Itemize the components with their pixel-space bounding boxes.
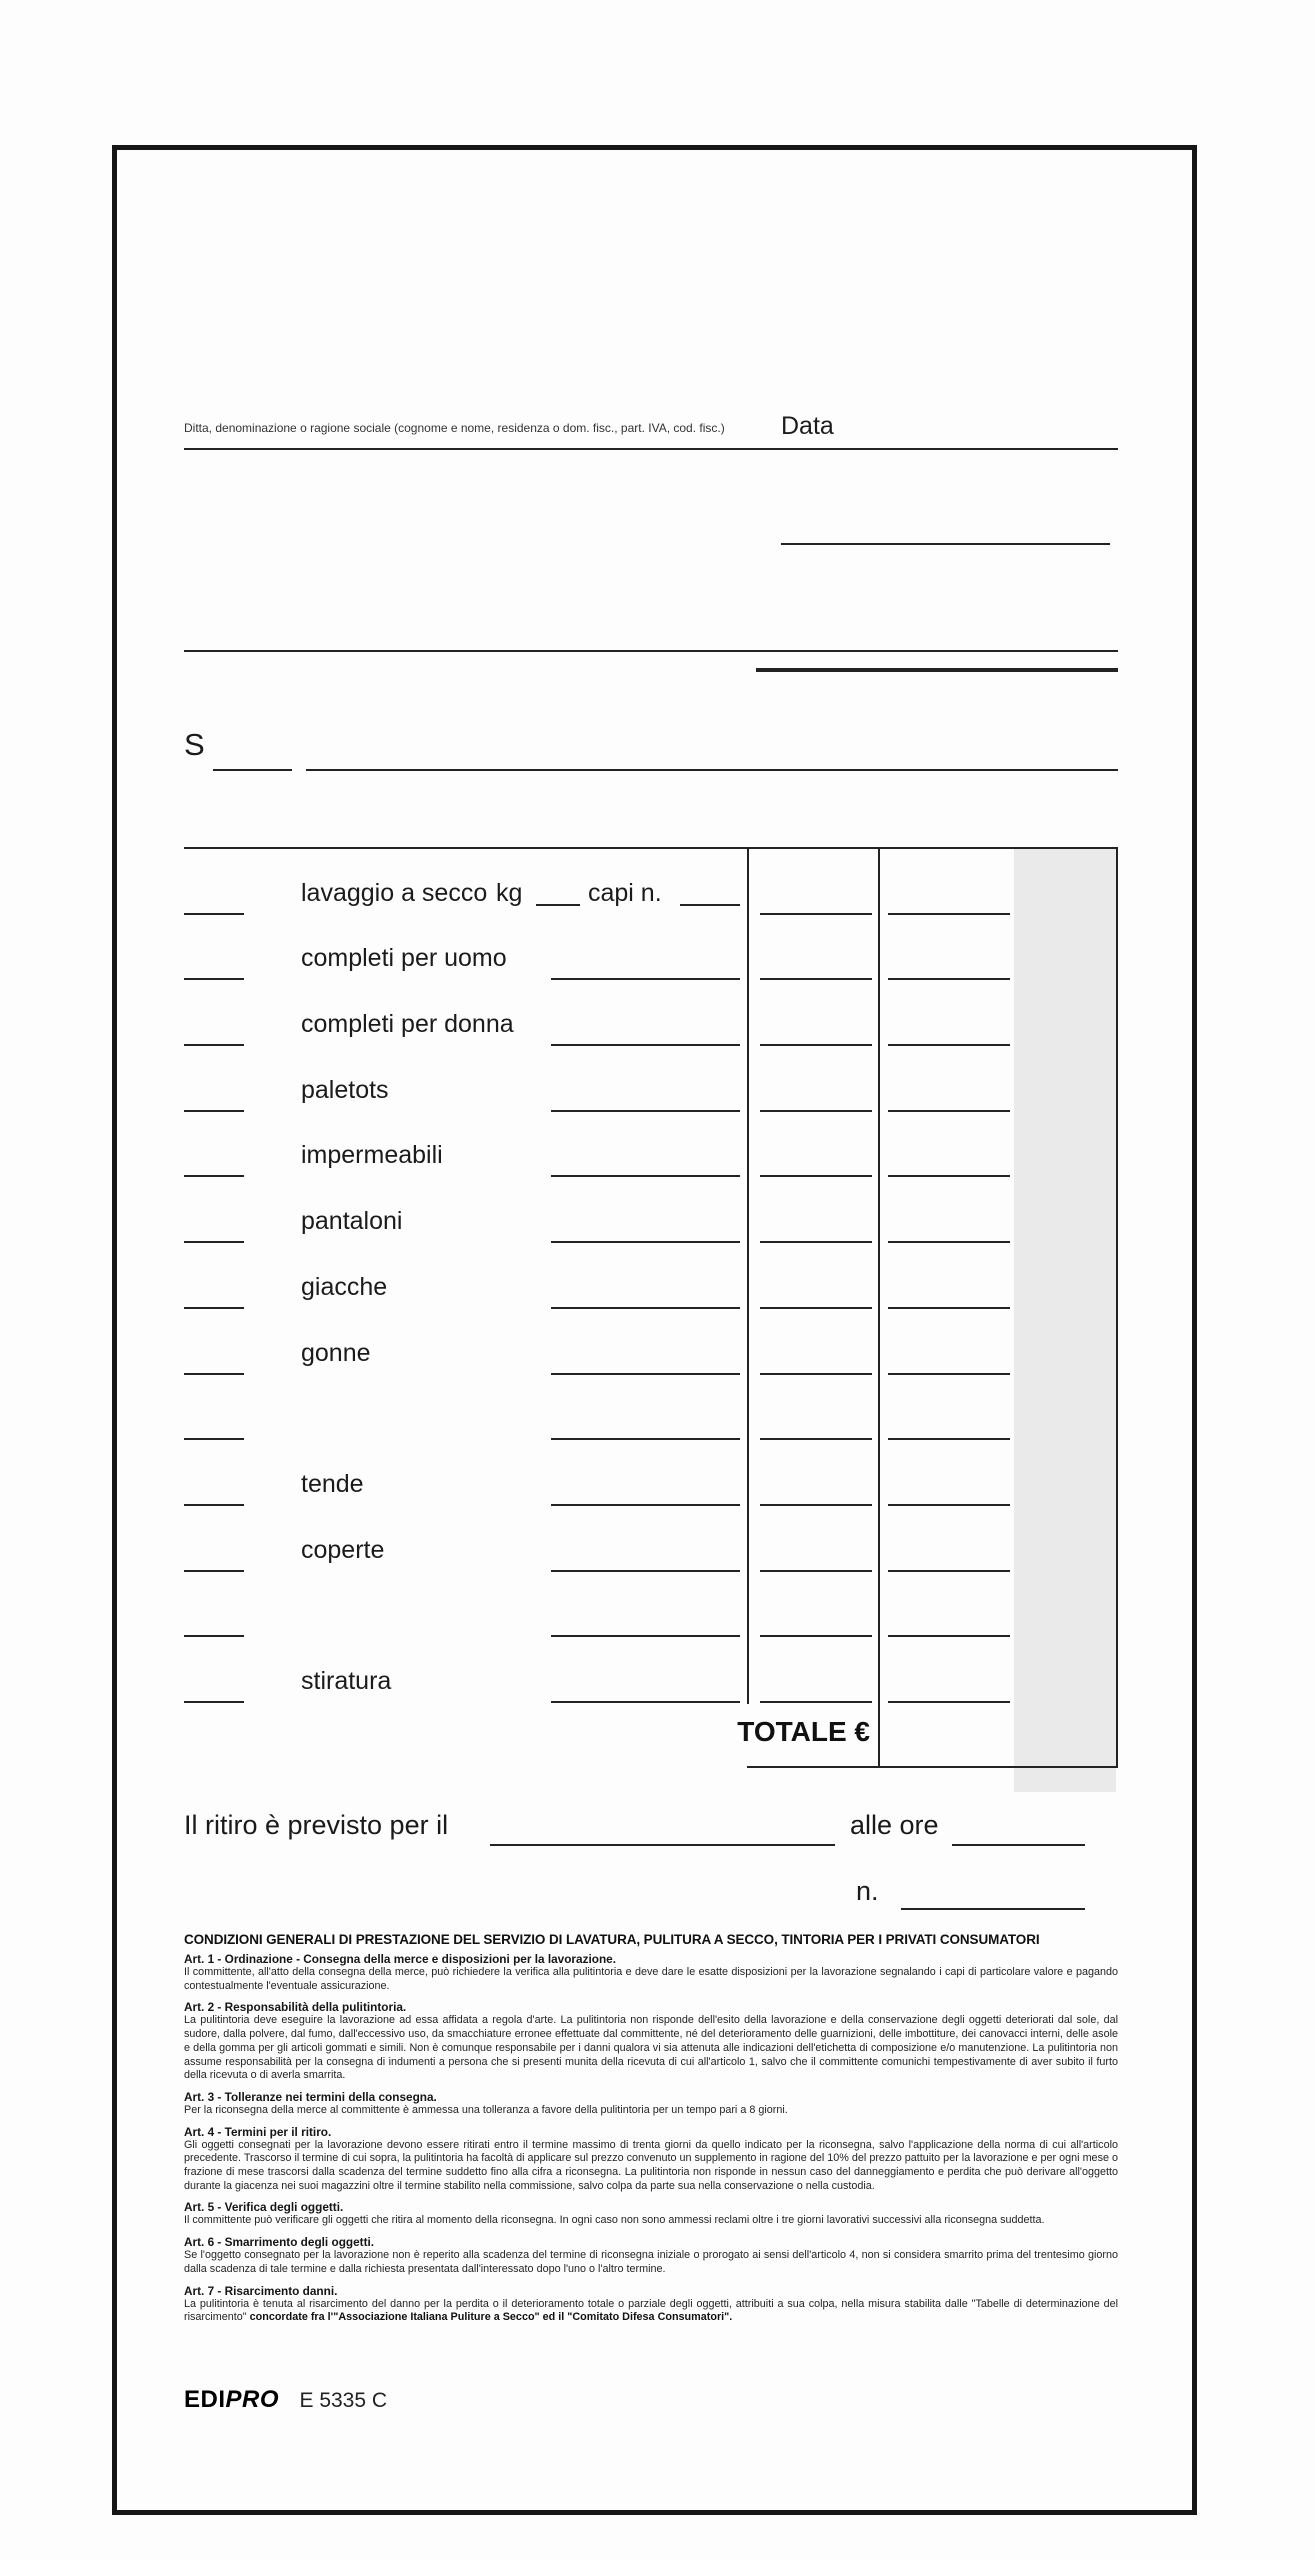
form-code-label: E 5335 C [299,2389,388,2412]
item-label: stiratura [301,1666,392,1695]
s-short-write-line [213,769,292,771]
table-row [184,1046,1118,1112]
article [184,2284,1118,2325]
table-row [184,1506,1118,1572]
table-row [184,849,1118,915]
conditions-section [184,1932,1118,2332]
table-row [184,1440,1118,1506]
capi-write-line [680,904,740,906]
numero-write-line [901,1908,1085,1910]
capi-label: capi n. [588,878,662,907]
write-line [760,1701,872,1703]
article [184,1952,1118,1993]
item-label: giacche [301,1272,388,1301]
article [184,2235,1118,2276]
table-row [184,1243,1118,1309]
kg-label: kg [496,878,523,907]
item-label: coperte [301,1535,385,1564]
edipro-logo-pro: PRO [225,2386,280,2413]
article-body: La pulitintoria deve eseguire la lavorazione ad essa affidata a regola d'arte. La pulitintoria non risponde dell'esito della lavorazione e della conservazione degli oggetti deteriorati dal sole, dal sudore, dalla polvere, dal fumo, dall'eccessivo uso, da smacchiature erronee effettuate dal committente, né del deterioramento delle guarnizioni, delle imbottiture, dei canovacci interni, delle asole e della gomma per gli articoli gommati e simili. Non è comunque responsabile per i danni qualora vi sia attenuta alle indicazioni dell'etichetta di composizione e/o manutenzione. La pulitintoria non assume responsabilità per la consegna di indumenti a persona che si presenti munita della ricevuta di cui all'articolo 1, salvo che il committente comunichi tempestivamente di aver subito il furto della ricevuta o di averla smarrita. [184,2014,1118,2082]
table-row [184,1177,1118,1243]
article [184,2125,1118,2194]
item-label: completi per uomo [301,944,507,973]
table-row [184,980,1118,1046]
thick-rule [756,668,1118,672]
article-title: Art. 2 - Responsabilità della pulitintoria. [184,2000,407,2015]
item-label: completi per donna [301,1010,514,1039]
article-body: Il committente, all'atto della consegna della merce, può richiedere la verifica alla pulitintoria e deve dare le esatte disposizioni per la lavorazione segnalando i capi di particolare valore e pagando contestualmente l'eventuale assicurazione. [184,1966,1118,1992]
edipro-logo [184,2386,280,2413]
article-title: Art. 7 - Risarcimento danni. [184,2283,338,2298]
totale-bottom-border [747,1766,1118,1768]
item-label: gonne [301,1338,371,1367]
article-body-text: La pulitintoria è tenuta al risarcimento del danno per la perdita o il deterioramento totale o parziale degli oggetti, attribuiti a sua colpa, nella misura stabilita dalle "Tabelle di determinazione del risarcimento" [184,2297,1118,2324]
name-write-line [184,448,1118,450]
item-label: tende [301,1469,364,1498]
article-body-bold: concordate fra l'"Associazione Italiana Puliture a Secco" ed il "Comitato Difesa Consumatori". [249,2311,733,2324]
item-label: paletots [301,1075,389,1104]
table-row [184,1375,1118,1441]
table-row [184,1572,1118,1638]
article-body: Il committente può verificare gli oggetti che ritira al momento della riconsegna. In ogni caso non sono ammessi reclami oltre i tre giorni lavorativi successivi alla riconsegna suddetta. [184,2214,1045,2227]
edipro-logo-edi: EDI [184,2386,226,2413]
article-body [184,2298,1118,2325]
article [184,2000,1118,2083]
items-table [184,849,1118,1703]
ditta-label: Ditta, denominazione o ragione sociale (cognome e nome, residenza o dom. fisc., part. IVA, cod. fisc.) [184,421,725,435]
table-row [184,915,1118,981]
article-body: Per la riconsegna della merce al committente è ammessa una tolleranza a favore della pulitintoria per un tempo pari a 8 giorni. [184,2103,788,2116]
numero-label: n. [856,1876,879,1906]
alle-ore-label: alle ore [850,1810,939,1840]
article-body: Gli oggetti consegnati per la lavorazione devono essere ritirati entro il termine massimo di trenta giorni da quello indicato per la riconsegna, salvo l'applicazione della norma di cui all'articolo precedente. Trascorso il termine di cui sopra, la pulitintoria ha facoltà di applicare sul prezzo convenuto un supplemento in ragione del 10% del prezzo pattuito per la lavorazione e per ogni mese o frazione di mese trascorsi dalla scadenza del termine suddetto fino alla cifra a riconsegna. La pulitintoria non risponde in nessun caso del danneggiamento e perdita che può derivare all'oggetto durante la giacenza nei suoi magazzini oltre il termine stabilito nella commissione, salvo colpa da parte sua nella conservazione o nella custodia. [184,2138,1118,2192]
ore-write-line [952,1844,1085,1846]
article-title: Art. 3 - Tolleranze nei termini della consegna. [184,2089,437,2104]
write-line [551,1701,740,1703]
article-title: Art. 1 - Ordinazione - Consegna della merce e disposizioni per la lavorazione. [184,1952,617,1966]
date-write-line [781,543,1110,545]
table-row [184,1112,1118,1178]
article [184,2090,1118,2118]
ritiro-date-write-line [490,1844,835,1846]
item-label: pantaloni [301,1207,403,1236]
article-title: Art. 5 - Verifica degli oggetti. [184,2200,344,2215]
article-body: Se l'oggetto consegnato per la lavorazione non è reperito alla scadenza del termine di riconsegna iniziale o prorogato ai sensi dell'articolo 4, non si considera smarrito prima del trentesimo giorno dalla scadenza di tale termine e dalla richiesta presentata dall'interessato dopo l'uno o l'altro termine. [184,2249,1118,2275]
item-label: lavaggio a secco [301,878,488,907]
article [184,2200,1118,2228]
item-label: impermeabili [301,1141,443,1170]
s-long-write-line [306,769,1118,771]
ritiro-label: Il ritiro è previsto per il [184,1810,449,1840]
data-label: Data [781,412,834,440]
address-write-line [184,650,1118,652]
conditions-title: CONDIZIONI GENERALI DI PRESTAZIONE DEL SERVIZIO DI LAVATURA, PULITURA A SECCO, TINTORIA PER I PRIVATI CONSUMATORI [184,1932,1040,1947]
kg-write-line [536,904,580,906]
table-row [184,1637,1118,1703]
article-title: Art. 6 - Smarrimento degli oggetti. [184,2235,375,2250]
write-line [184,1701,244,1703]
table-row [184,1309,1118,1375]
article-title: Art. 4 - Termini per il ritiro. [184,2124,332,2139]
footer [184,2386,387,2414]
write-line [888,1701,1010,1703]
totale-label: TOTALE € [737,1716,870,1747]
s-prefix-label: S [184,727,205,762]
